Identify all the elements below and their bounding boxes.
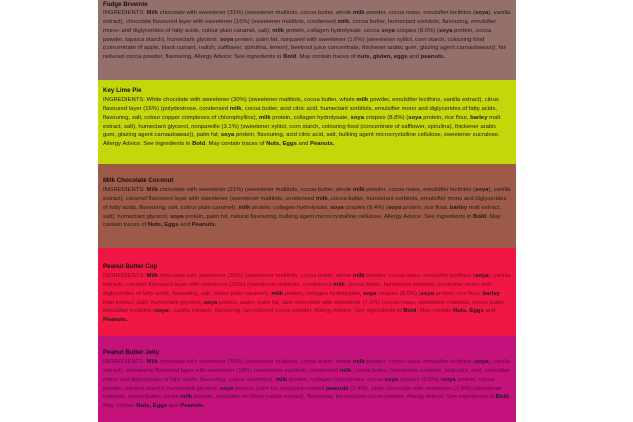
allergen-highlight: Peanuts. [309,141,335,148]
product-title: Key Lime Pie [103,87,142,94]
allergen-highlight: milk [229,105,242,112]
allergen-highlight: soya [387,204,402,211]
product-title: Milk Chocolate Coconut [103,177,174,184]
allergen-highlight: milk [352,187,365,193]
allergen-highlight: soya [384,376,399,383]
product-panel-peanut-butter-cup [98,248,516,336]
ingredients-text: INGREDIENTS: White chocolate with sweetener (30%) (sweetener maltitols, cocoa butter, whole milk powder, emulsifier lecithins, vanilla extract), citrus flavoured layer (16%) (polydextrose, condensed milk, cocoa butter, acid citric acid, humectant sorbitols, emulsifier mono and diglycerides of fatty acids, flavouring, salt, colour copper complexes of chlorophyllins), milk protein, collagen hydrolysate, soya crispies (8.8%) (soya protein, rice flour, barley malt extract, salt), humectant glycerol, nonpareille (3.1%) (sweetener xylitol, corn starch, colouring food (concentrate of safflower, spirulina), thickener arabic gum, glazing agent carnaubawax)), palm fat, soya protein, flavouring, acid citric acid, salt, bulking agent microcrystalline cellulose, sweetener sucralose. Allergy Advice: See ingredients in Bold. May contain traces of Nuts, Eggs and Peanuts. [103,97,501,148]
allergen-highlight: Bold [495,394,509,401]
allergen-highlight: Bold [473,213,487,220]
allergen-highlight: soya [438,27,453,34]
allergen-highlight: Nuts, Eggs [266,141,297,148]
allergen-highlight: milk [315,195,328,202]
allergen-highlight: milk [238,204,251,211]
allergen-highlight: Bold [403,308,417,315]
allergen-highlight: soya [363,290,377,297]
product-panel-fudge-brownie [98,0,516,80]
allergen-highlight: milk [352,273,365,279]
allergen-highlight: soya [474,359,489,365]
allergen-highlight: Nuts, Eggs [136,403,168,410]
allergen-highlight: soya [330,204,344,211]
allergen-highlight: milk [352,10,365,16]
product-title: Peanut Butter Cup [103,263,158,270]
allergen-highlight: Milk [146,10,158,16]
allergen-highlight: soya [219,36,234,43]
allergen-highlight: soya [420,290,435,297]
product-title: Peanut Butter Jelly [103,349,160,356]
allergen-highlight: soya [350,114,364,121]
allergen-highlight: milk [352,359,365,365]
allergen-highlight: milk [258,114,271,121]
allergen-highlight: soya [442,376,456,383]
product-panel-peanut-butter-jelly [98,336,516,422]
ingredients-text: INGREDIENTS: Milk chocolate with sweetener (31%) (sweetener maltitols, cocoa butter, whole milk powder, cocoa mass, emulsifier lecithins (soya), vanilla extract), caramel flavoured layer with sweetener (sweetener maltitols, condensed milk, cocoa butter, humectant sorbitols, emulsifier mono and diglycerides of fatty acids, flavouring, salt, colour plain caramel), milk protein, collagen hydrolysate, soya crispies (9.4%) (soya protein, rice flour, barley malt extract, salt), humectant glycerol, soya protein, palm fat, natural flavouring, bulking agent microcrystalline cellulose. Allergy Advice: See ingredients in Bold. May contain traces of Nuts, Eggs and Peanuts. [103,187,511,229]
ingredients-text: INGREDIENTS: Milk chocolate with sweetener (31%) (sweetener maltitols, cocoa butter, whole milk powder, cocoa mass, emulsifier lecithins (soya), vanilla extract), chocolate flavoured layer with sweetener (16%) (sweetener maltitols, condensed milk, cocoa butter, humectant sorbitols, flavouring, emulsifier mono- and diglycerides of fatty acids, colour plain caramel, salt), milk protein, collagen hydrolysate, cocoa soya crispies (8.6%) (soya protein, cocoa powder, tapioca starch), humectant glycerol, soya protein, palm fat, nonpareil with sweetener (1.6%) (sweetener xylitol, corn starch, colouring food (concentrate of apple, black currant, radish, safflower, spirulina, lemon), beetroot juice concentrate, thickener arabic gum, glazing agent carnaubawax)), fat-reduced cocoa powder, flavouring. Allergy Advice: See ingredients in Bold. May contain traces of nuts, gluten, eggs and peanuts. [103,10,511,61]
allergen-highlight: Nuts, Eggs [147,222,179,229]
allergen-highlight: barley [449,204,468,211]
allergen-highlight: soya [381,27,395,34]
allergen-highlight: milk [333,281,345,288]
allergen-highlight: barley [482,290,500,297]
allergen-highlight: milk [337,18,350,25]
allergen-highlight: peanuts [326,385,349,392]
allergen-highlight: milk [180,394,193,401]
allergen-highlight: soya [408,114,422,121]
allergen-highlight: Peanuts. [103,317,128,324]
allergen-highlight: milk [271,290,284,297]
allergen-highlight: soya [154,308,169,315]
ingredients-text: INGREDIENTS: Milk chocolate with sweetener (30%) (sweetener maltitols, cocoa butter, whole milk powder, cocoa mass, emulsifier lecithins (soya), vanilla extract), strawberry flavoured layer with sweetener (18%) (sweetener maltitols, condensed milk, cocoa butter, humectant sorbitols, acid citric acid, emulsifier mono and diglycerides of fatty acids, flavouring, colour carmines), milk protein, collagen hydrolysate, cocoa soya crispies (8.6%) (soya protein, cocoa powder, tapioca starch), humectant glycerol, soya protein, palm fat, chopped roasted peanuts (2.4%), white chocolate with sweetener (1.6%) (sweetener maltitols, cocoa butter, whole milk powder, emulsifier lecithins vanilla extract), flavouring, fat-reduced cocoa powder. Allergy Advice: See ingredients in Bold. May contain Nuts, Eggs and Peanuts. [103,359,511,410]
allergen-highlight: soya [474,187,489,193]
allergen-highlight: nuts, gluten, eggs [357,54,408,61]
allergen-highlight: soya [203,299,218,306]
allergen-highlight: Bold [192,141,206,148]
allergen-highlight: soya [474,10,489,16]
allergen-highlight: milk [356,97,369,103]
allergen-highlight: Peanuts. [191,222,217,229]
allergen-highlight: peanuts. [420,54,445,61]
allergen-highlight: soya [219,385,234,392]
allergen-highlight: Milk [146,187,158,193]
allergen-highlight: milk [275,376,288,383]
allergen-highlight: Bold [283,54,297,61]
allergen-highlight: Nuts, Eggs [453,308,484,315]
allergen-highlight: Milk [146,359,158,365]
allergen-highlight: soya [220,132,235,139]
allergen-highlight: milk [339,367,352,374]
allergen-highlight: soya [474,273,489,279]
product-panel-key-lime-pie [98,80,516,164]
allergen-highlight: Peanuts. [180,403,205,410]
ingredients-text: INGREDIENTS: Milk chocolate with sweetener (30%) (sweetener maltitols, cocoa butter, whole milk powder, cocoa mass, emulsifier lecithins (soya), vanilla extract), caramel flavoured layer with sweetener (18%) (sweetener maltitols, condensed milk, cocoa butter, humectant sorbitols, emulsifier mono and diglycerides of fatty acids, flavouring, salt, colour plain caramel), milk protein, collagen hydrolysate, soya crispies (8.6%) (soya protein, rice flour, barley malt extract, salt), humectant glycerol, soya protein, water, palm fat, dark chocolate with sweetener (7.6%) (cocoa mass, sweetener maltitols, cocoa butter, emulsifier lecithins (soya), vanilla extract), flavouring, fat-reduced cocoa powder. Allergy Advice: See ingredients in Bold. May contain Nuts, Eggs and Peanuts. [103,273,511,324]
product-panel-milk-chocolate-coconut [98,164,516,248]
product-title: Fudge Brownie [103,1,148,8]
allergen-highlight: milk [272,27,285,34]
allergen-highlight: soya [170,213,184,220]
allergen-highlight: Milk [146,273,158,279]
allergen-highlight: barley [470,114,488,121]
